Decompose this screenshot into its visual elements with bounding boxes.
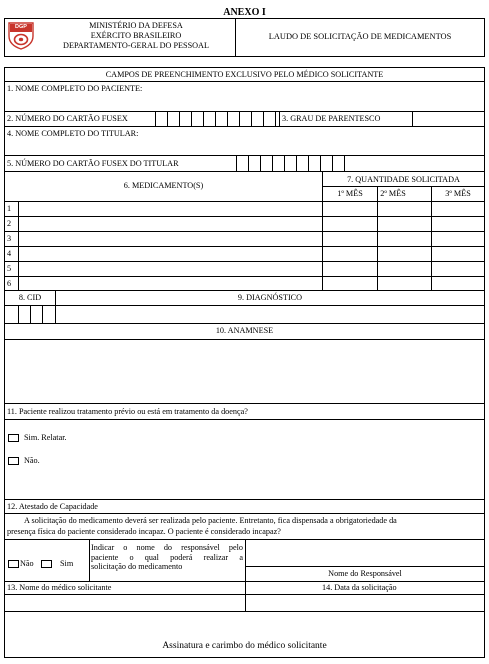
- medication-name-field[interactable]: [20, 218, 320, 230]
- medication-name-field[interactable]: [20, 203, 320, 215]
- month-2-header: 2º MÊS: [380, 189, 406, 198]
- capacity-label: 12. Atestado de Capacidade: [7, 502, 98, 511]
- month-1-header: 1º MÊS: [337, 189, 363, 198]
- med-row-number: 1: [7, 204, 12, 213]
- doctor-name-field[interactable]: [6, 596, 243, 609]
- holder-name-label: 4. NOME COMPLETO DO TITULAR:: [7, 129, 139, 138]
- medication-name-field[interactable]: [20, 233, 320, 245]
- request-date-field[interactable]: [247, 596, 483, 609]
- medication-label: 6. MEDICAMENTO(S): [123, 181, 204, 190]
- patient-name-label: 1. NOME COMPLETO DO PACIENTE:: [7, 84, 143, 93]
- treatment-no-label: Não.: [24, 456, 40, 465]
- cid-label: 8. CID: [18, 293, 42, 302]
- holder-name-field[interactable]: [7, 141, 482, 154]
- fusex-card-digits[interactable]: [155, 111, 280, 126]
- diagnosis-label: 9. DIAGNÓSTICO: [237, 293, 303, 302]
- capacity-no-label: Não: [20, 559, 34, 568]
- kinship-field[interactable]: [414, 113, 483, 124]
- med-row-number: 4: [7, 249, 12, 258]
- holder-card-label: 5. NÚMERO DO CARTÃO FUSEX DO TITULAR: [7, 159, 179, 168]
- signature-area[interactable]: [6, 613, 483, 639]
- signature-label: Assinatura e carimbo do médico solicitante: [162, 641, 327, 651]
- medication-name-field[interactable]: [20, 278, 320, 289]
- capacity-yes-label: Sim: [60, 559, 74, 568]
- medication-name-field[interactable]: [20, 263, 320, 275]
- anamnesis-field[interactable]: [6, 341, 483, 401]
- treatment-yes-checkbox[interactable]: [8, 434, 19, 442]
- med-row-number: 6: [7, 279, 12, 288]
- doctor-name-label: 13. Nome do médico solicitante: [7, 583, 112, 592]
- cid-code-boxes[interactable]: [5, 305, 55, 323]
- kinship-label: 3. GRAU DE PARENTESCO: [282, 114, 381, 123]
- org-line-3: DEPARTAMENTO-GERAL DO PESSOAL: [63, 41, 209, 50]
- treatment-yes-label: Sim. Relatar.: [24, 433, 67, 442]
- med-row-number: 3: [7, 234, 12, 243]
- dgp-logo: [8, 22, 34, 50]
- capacity-text-line2: presença física do paciente considerado incapaz. O paciente é considerado incapaz?: [7, 527, 281, 536]
- month-3-header: 3º MÊS: [445, 189, 471, 198]
- treatment-question: 11. Paciente realizou tratamento prévio ou está em tratamento da doença?: [7, 407, 248, 416]
- responsible-instruction: Indicar o nome do responsável pelo paciente o qual poderá realizar a solicitação do medicamento: [91, 543, 243, 571]
- med-row-number: 2: [7, 219, 12, 228]
- annex-title: ANEXO I: [223, 7, 266, 18]
- quantity-label: 7. QUANTIDADE SOLICITADA: [347, 175, 460, 184]
- org-line-1: MINISTÉRIO DA DEFESA: [89, 21, 183, 30]
- fusex-card-label: 2. NÚMERO DO CARTÃO FUSEX: [7, 114, 128, 123]
- anamnesis-label: 10. ANAMNESE: [215, 326, 274, 335]
- med-row-number: 5: [7, 264, 12, 273]
- holder-card-digits[interactable]: [236, 155, 346, 171]
- responsible-name-field[interactable]: [247, 541, 483, 565]
- logo-text: DGP: [15, 24, 27, 30]
- medication-name-field[interactable]: [20, 248, 320, 260]
- capacity-text-line1: A solicitação do medicamento deverá ser realizada pelo paciente. Entretanto, fica dispensada a obrigatoriedade da: [24, 516, 397, 525]
- request-date-label: 14. Data da solicitação: [322, 583, 397, 592]
- treatment-no-checkbox[interactable]: [8, 457, 19, 465]
- responsible-name-label: Nome do Responsável: [328, 569, 402, 578]
- org-line-2: EXÉRCITO BRASILEIRO: [90, 31, 182, 40]
- capacity-no-checkbox[interactable]: [8, 560, 19, 568]
- diagnosis-field[interactable]: [57, 307, 483, 321]
- form-title: LAUDO DE SOLICITAÇÃO DE MEDICAMENTOS: [268, 32, 452, 41]
- section-header: CAMPOS DE PREENCHIMENTO EXCLUSIVO PELO MÉDICO SOLICITANTE: [105, 70, 384, 79]
- patient-name-field[interactable]: [7, 96, 482, 110]
- capacity-yes-checkbox[interactable]: [41, 560, 52, 568]
